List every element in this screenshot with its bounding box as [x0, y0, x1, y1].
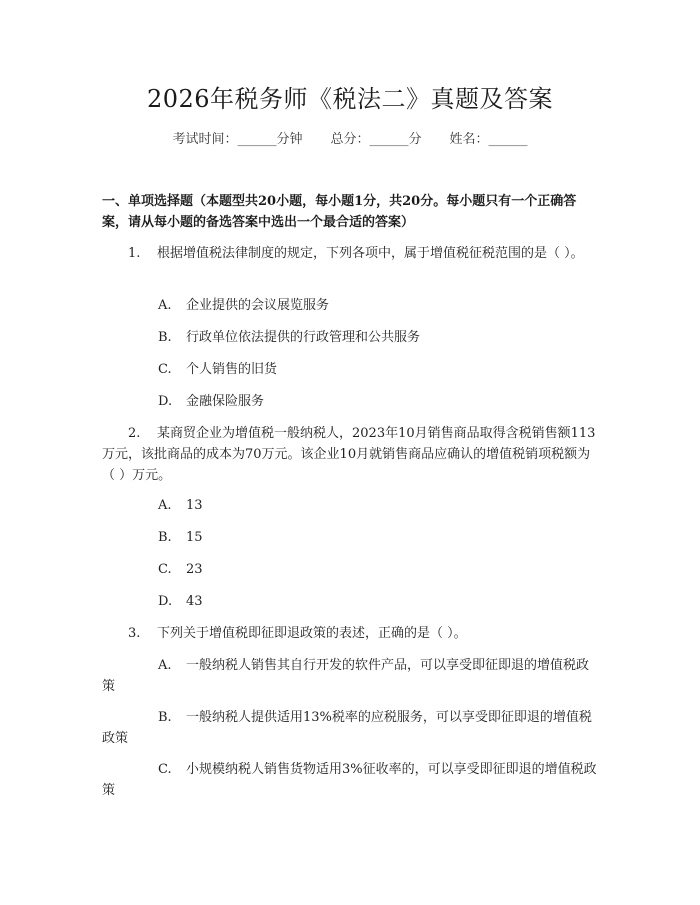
option-letter: A. — [158, 658, 172, 673]
option-2c — [102, 559, 600, 580]
option-letter: C. — [158, 562, 172, 577]
option-letter: A. — [158, 298, 172, 313]
option-text: 43 — [186, 594, 203, 609]
option-text: 23 — [186, 562, 203, 577]
option-text: 15 — [186, 530, 203, 545]
question-text: 下列关于增值税即征即退政策的表述，正确的是（ ）。 — [157, 626, 467, 641]
exam-time-field: 考试时间：______分钟 — [172, 132, 303, 147]
option-1d — [102, 391, 600, 412]
option-1a — [102, 295, 600, 316]
question-1 — [102, 243, 600, 264]
option-text: 一般纳税人销售其自行开发的软件产品，可以享受即征即退的增值税政策 — [102, 658, 590, 694]
option-3c — [102, 759, 600, 801]
option-text: 金融保险服务 — [186, 394, 265, 409]
option-1c — [102, 359, 600, 380]
option-letter: C. — [158, 762, 172, 777]
option-2d — [102, 591, 600, 612]
option-letter: B. — [158, 530, 172, 545]
question-number: 3. — [128, 626, 141, 641]
question-text: 某商贸企业为增值税一般纳税人，2023年10月销售商品取得含税销售额113万元，该批商品的成本为70万元。该企业10月就销售商品应确认的增值税销项税额为（ ）万元。 — [102, 426, 596, 483]
option-text: 企业提供的会议展览服务 — [186, 298, 330, 313]
option-2a — [102, 495, 600, 516]
option-text: 13 — [186, 498, 203, 513]
name-field: 姓名：______ — [449, 132, 528, 147]
option-letter: B. — [158, 710, 172, 725]
option-3b — [102, 707, 600, 749]
option-letter: B. — [158, 330, 172, 345]
option-text: 行政单位依法提供的行政管理和公共服务 — [186, 330, 421, 345]
option-letter: C. — [158, 362, 172, 377]
option-text: 一般纳税人提供适用13%税率的应税服务，可以享受即征即退的增值税政策 — [102, 710, 592, 746]
option-text: 个人销售的旧货 — [186, 362, 278, 377]
exam-meta — [0, 130, 700, 150]
option-letter: A. — [158, 498, 172, 513]
question-text: 根据增值税法律制度的规定，下列各项中，属于增值税征税范围的是（ ）。 — [157, 246, 584, 261]
page-title: 2026年税务师《税法二》真题及答案 — [146, 85, 554, 113]
option-letter: D. — [158, 394, 173, 409]
question-number: 2. — [128, 426, 141, 441]
option-2b — [102, 527, 600, 548]
option-text: 小规模纳税人销售货物适用3%征收率的，可以享受即征即退的增值税政策 — [102, 762, 597, 798]
option-letter: D. — [158, 594, 173, 609]
option-3a — [102, 655, 600, 697]
option-1b — [102, 327, 600, 348]
total-score-field: 总分：______分 — [330, 132, 422, 147]
question-2 — [102, 423, 600, 486]
question-3 — [102, 623, 600, 644]
question-number: 1. — [128, 246, 141, 261]
section-heading: 一、单项选择题（本题型共20小题，每小题1分，共20分。每小题只有一个正确答案，请从每小题的备选答案中选出一个最合适的答案） — [102, 194, 577, 230]
